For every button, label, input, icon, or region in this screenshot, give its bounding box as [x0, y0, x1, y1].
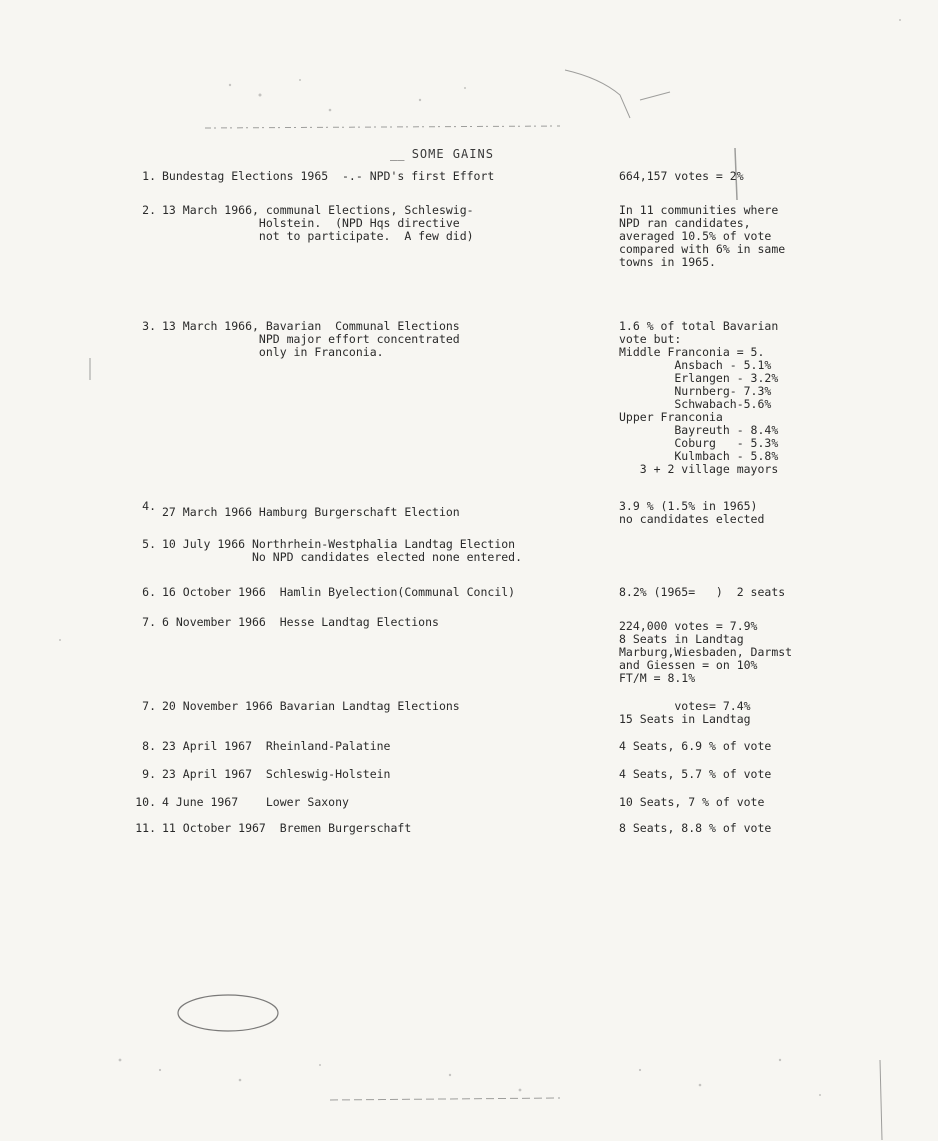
entry-result: 3.9 % (1.5% in 1965) no candidates elected	[619, 499, 765, 526]
entry-result: 8.2% (1965= ) 2 seats	[619, 585, 786, 599]
entry-description: 23 April 1967 Schleswig-Holstein	[162, 767, 391, 781]
entry-description: 13 March 1966, Bavarian Communal Elections NPD major effort concentrated only in Franconia.	[162, 319, 460, 359]
entry-result: 8 Seats, 8.8 % of vote	[619, 821, 772, 835]
entry-result: 4 Seats, 6.9 % of vote	[619, 739, 772, 753]
entry-result: 664,157 votes = 2%	[619, 169, 744, 183]
entry-description: 4 June 1967 Lower Saxony	[162, 795, 349, 809]
entry-number: 1.	[142, 169, 156, 183]
page-heading: __ SOME GAINS	[390, 147, 494, 161]
entry-number: 4.	[142, 499, 156, 513]
entry-number: 7.	[142, 615, 156, 629]
entry-result: votes= 7.4% 15 Seats in Landtag	[619, 699, 751, 726]
entry-number: 9.	[142, 767, 156, 781]
entry-description: Bundestag Elections 1965 -.- NPD's first Effort	[162, 169, 495, 183]
entry-number: 2.	[142, 203, 156, 217]
entry-result: 10 Seats, 7 % of vote	[619, 795, 765, 809]
entry-result: 4 Seats, 5.7 % of vote	[619, 767, 772, 781]
entry-number: 10.	[135, 795, 156, 809]
entry-description: 13 March 1966, communal Elections, Schleswig- Holstein. (NPD Hqs directive not to participate. A few did)	[162, 203, 474, 243]
circle-mark	[178, 995, 278, 1031]
entry-description: 6 November 1966 Hesse Landtag Elections	[162, 615, 439, 629]
entry-number: 8.	[142, 739, 156, 753]
entry-description: 10 July 1966 Northrhein-Westphalia Landtag Election No NPD candidates elected none entered.	[162, 537, 523, 564]
entry-number: 5.	[142, 537, 156, 551]
entry-description: 20 November 1966 Bavarian Landtag Elections	[162, 699, 460, 713]
entry-number: 6.	[142, 585, 156, 599]
entry-number: 7.	[142, 699, 156, 713]
entry-description: 16 October 1966 Hamlin Byelection(Communal Concil)	[162, 585, 516, 599]
entry-number: 11.	[135, 821, 156, 835]
entry-description: 11 October 1967 Bremen Burgerschaft	[162, 821, 412, 835]
entry-description: 27 March 1966 Hamburg Burgerschaft Election	[162, 505, 460, 519]
entry-result: In 11 communities where NPD ran candidates, averaged 10.5% of vote compared with 6% in same towns in 1965.	[619, 203, 786, 269]
entry-number: 3.	[142, 319, 156, 333]
entry-description: 23 April 1967 Rheinland-Palatine	[162, 739, 391, 753]
entry-result: 224,000 votes = 7.9% 8 Seats in Landtag Marburg,Wiesbaden, Darmst and Giessen = on 10% FT/M = 8.1%	[619, 619, 793, 685]
entry-result: 1.6 % of total Bavarian vote but: Middle Franconia = 5. Ansbach - 5.1% Erlangen - 3.2% Nurnberg- 7.3% Schwabach-5.6% Upper Franconia Bayreuth - 8.4% Coburg - 5.3% Kulmbach - 5.8% 3 + 2 village mayors	[619, 319, 779, 476]
